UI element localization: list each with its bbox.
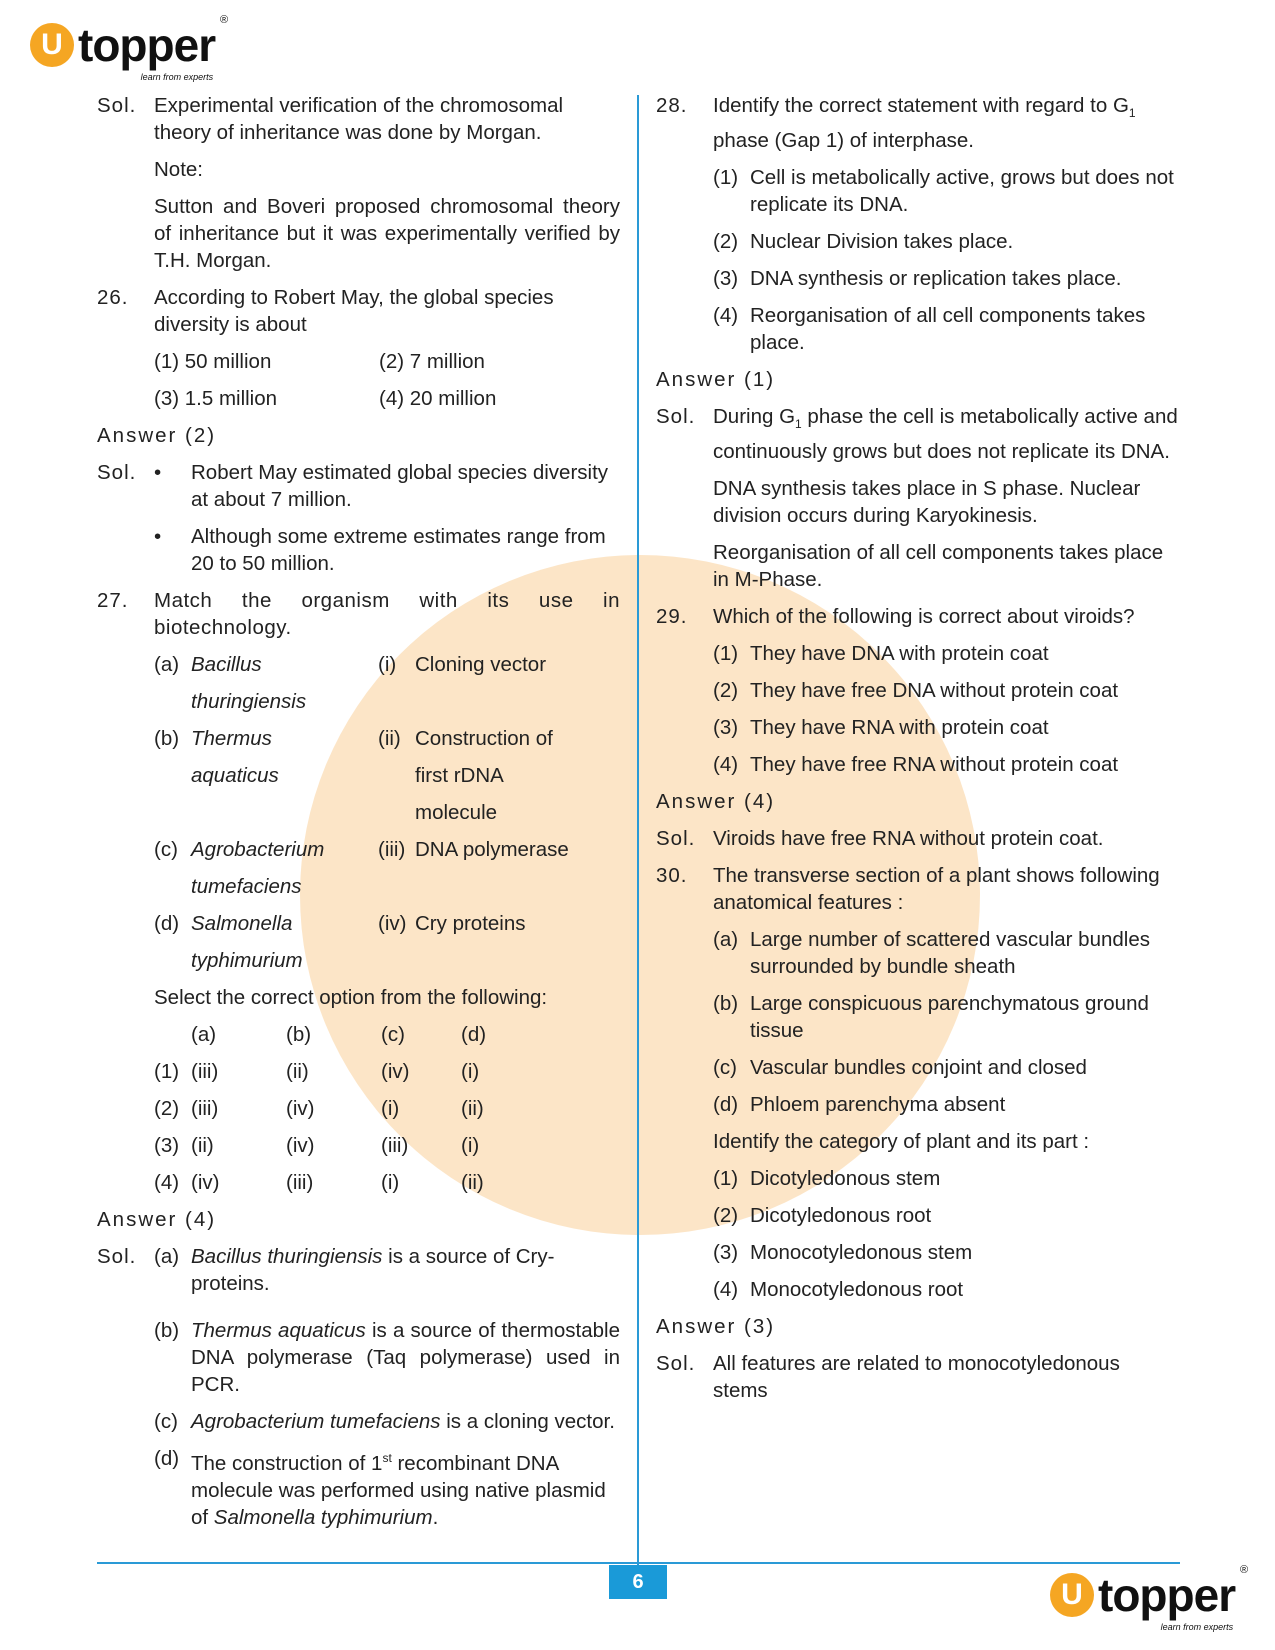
q29-answer: Answer (4) bbox=[656, 790, 776, 814]
q26-option-2: (2) 7 million bbox=[379, 350, 485, 373]
column-divider bbox=[637, 95, 639, 1575]
logo-u-icon: U bbox=[30, 23, 74, 67]
question-30: 30. The transverse section of a plant shows following anatomical features : bbox=[656, 864, 1160, 915]
logo-wordmark: topper bbox=[78, 19, 216, 71]
left-column: Sol. Experimental verification of the chromosomal theory of inheritance was done by Morgan. Note: Sutton and Boveri proposed chromosomal theory of inheritance but it was experimentally verified by T.H. Morgan. 26. According to Robert May, the global species diversity is about (1) 50 million (2) 7 million (3) 1.5 million (4) 20 million Answer (2) Sol. • Robert May estimated global species diversity at about 7 million. • Although some extreme estimates range from 20 to 50 million. 27. Match the organism with its use in biotechnology. (a) Bacillus (i) Cloning vector thuringiensis (b) Thermus (ii) Construction of aquaticus first rDNA molecule (c) Agrobacterium (iii) DNA polymerase tumefaciens (d) Salmonella (iv) Cry proteins typhimurium Select the correct option from the following: (a) (b) (c) (d) (1) (iii) (ii) (iv) (i) (2) (iii) (iv) (i) (ii) (3) (ii) (iv) (iii) (i) (4) (iv) (iii) (i) (ii) Answer (4) Sol. (a) Bacillus thuringiensis is a source of Cry-proteins. (b) Thermus aquaticus is a source of thermostable DNA polymerase (Taq polymerase) used in PCR. (c) Agrobacterium tumefaciens is a cloning vector. (d) The construction of 1st recombinant DNA molecule was performed using native plasmid of Salmonella typhimurium. bbox=[97, 94, 620, 1529]
sol-25-text: Experimental verification of the chromosomal theory of inheritance was done by Morgan. bbox=[154, 94, 564, 144]
question-29: 29. Which of the following is correct about viroids? bbox=[656, 605, 1135, 629]
q28-solution: Sol. During $G_1$ phase the cell is metabolically active and continuously grows but does not replicate its DNA. DNA synthesis takes place in S phase. Nuclear division occurs during Karyokinesis. Reorganisation of all cell components takes place in M-Phase. bbox=[656, 405, 1178, 592]
logo-wordmark: topper bbox=[1098, 1569, 1236, 1621]
q27-solution: Sol. (a) Bacillus thuringiensis is a source of Cry-proteins. bbox=[97, 1245, 555, 1295]
note-label: Note: bbox=[154, 158, 203, 181]
q28-answer: Answer (1) bbox=[656, 368, 776, 392]
right-column: 28. Identify the correct statement with regard to $G_1$ phase (Gap 1) of interphase. (1) Cell is metabolically active, grows but does not replicate its DNA. (2) Nuclear Division takes place. (3) DNA synthesis or replication takes place. (4) Reorganisation of all cell components takes place. Answer (1) Sol. During $G_1$ phase the cell is metabolically active and continuously grows but does not replicate its DNA. DNA synthesis takes place in S phase. Nuclear division occurs during Karyokinesis. Reorganisation of all cell components takes place in M-Phase. 29. Which of the following is correct about viroids? (1) They have DNA with protein coat (2) They have free DNA without protein coat (3) They have RNA with protein coat (4) They have free RNA without protein coat Answer (4) Sol. Viroids have free RNA without protein coat. 30. The transverse section of a plant shows following anatomical features : (a) Large number of scattered vascular bundles surrounded by bundle sheath (b) Large conspicuous parenchymatous ground tissue (c) Vascular bundles conjoint and closed (d) Phloem parenchyma absent Identify the category of plant and its part : (1) Dicotyledonous stem (2) Dicotyledonous root (3) Monocotyledonous stem (4) Monocotyledonous root Answer (3) Sol. All features are related to monocotyledonous stems bbox=[656, 94, 1178, 1403]
select-instruction: Select the correct option from the following: bbox=[154, 986, 548, 1009]
question-27: 27. Match the organism with its use in biotechnology. bbox=[97, 589, 620, 639]
q26-option-4: (4) 20 million bbox=[379, 387, 497, 410]
note-text: Sutton and Boveri proposed chromosomal theory of inheritance but it was experimentally verified by T.H. Morgan. bbox=[154, 195, 620, 272]
answer-matrix: (a) (b) (c) (d) (1) (iii) (ii) (iv) (i) (2) (iii) (iv) (i) (ii) (3) (ii) (iv) (iii) (i) (4) (iv) (iii) (i) (ii) bbox=[154, 1023, 487, 1194]
logo-tagline: learn from experts bbox=[1160, 1622, 1234, 1632]
match-table: (a) Bacillus (i) Cloning vector thuringiensis (b) Thermus (ii) Construction of aquaticus first rDNA molecule (c) Agrobacterium (iii) DNA polymerase tumefaciens (d) Salmonella (iv) Cry proteins typhimurium bbox=[154, 653, 569, 972]
q26-option-3: (3) 1.5 million bbox=[154, 387, 278, 410]
registered-mark: ® bbox=[220, 14, 228, 26]
logo-tagline: learn from experts bbox=[140, 72, 214, 82]
question-28: 28. Identify the correct statement with regard to $G_1$ phase (Gap 1) of interphase. bbox=[656, 94, 1136, 153]
q29-solution: Sol. Viroids have free RNA without protein coat. bbox=[656, 827, 1104, 851]
q30-solution: Sol. All features are related to monocotyledonous stems bbox=[656, 1352, 1120, 1403]
registered-mark: ® bbox=[1240, 1564, 1248, 1576]
question-26: 26. According to Robert May, the global species diversity is about bbox=[97, 286, 554, 336]
logo-u-icon: U bbox=[1050, 1573, 1094, 1617]
q30-answer: Answer (3) bbox=[656, 1315, 776, 1339]
q27-answer: Answer (4) bbox=[97, 1208, 217, 1231]
sol-25: Sol. Experimental verification of the chromosomal theory of inheritance was done by Morgan. Note: Sutton and Boveri proposed chromosomal theory of inheritance but it was experimentally verified by T.H. Morgan. bbox=[97, 94, 620, 272]
page-number: 6 bbox=[609, 1565, 667, 1599]
brand-logo-bottom bbox=[1050, 1564, 1248, 1632]
q26-solution: Sol. • Robert May estimated global species diversity at about 7 million. • Although some extreme estimates range from 20 to 50 million. bbox=[97, 461, 609, 575]
q26-option-1: (1) 50 million bbox=[154, 350, 272, 373]
footer-rule bbox=[97, 1562, 1180, 1564]
q26-answer: Answer (2) bbox=[97, 424, 217, 447]
brand-logo-top bbox=[30, 14, 228, 82]
